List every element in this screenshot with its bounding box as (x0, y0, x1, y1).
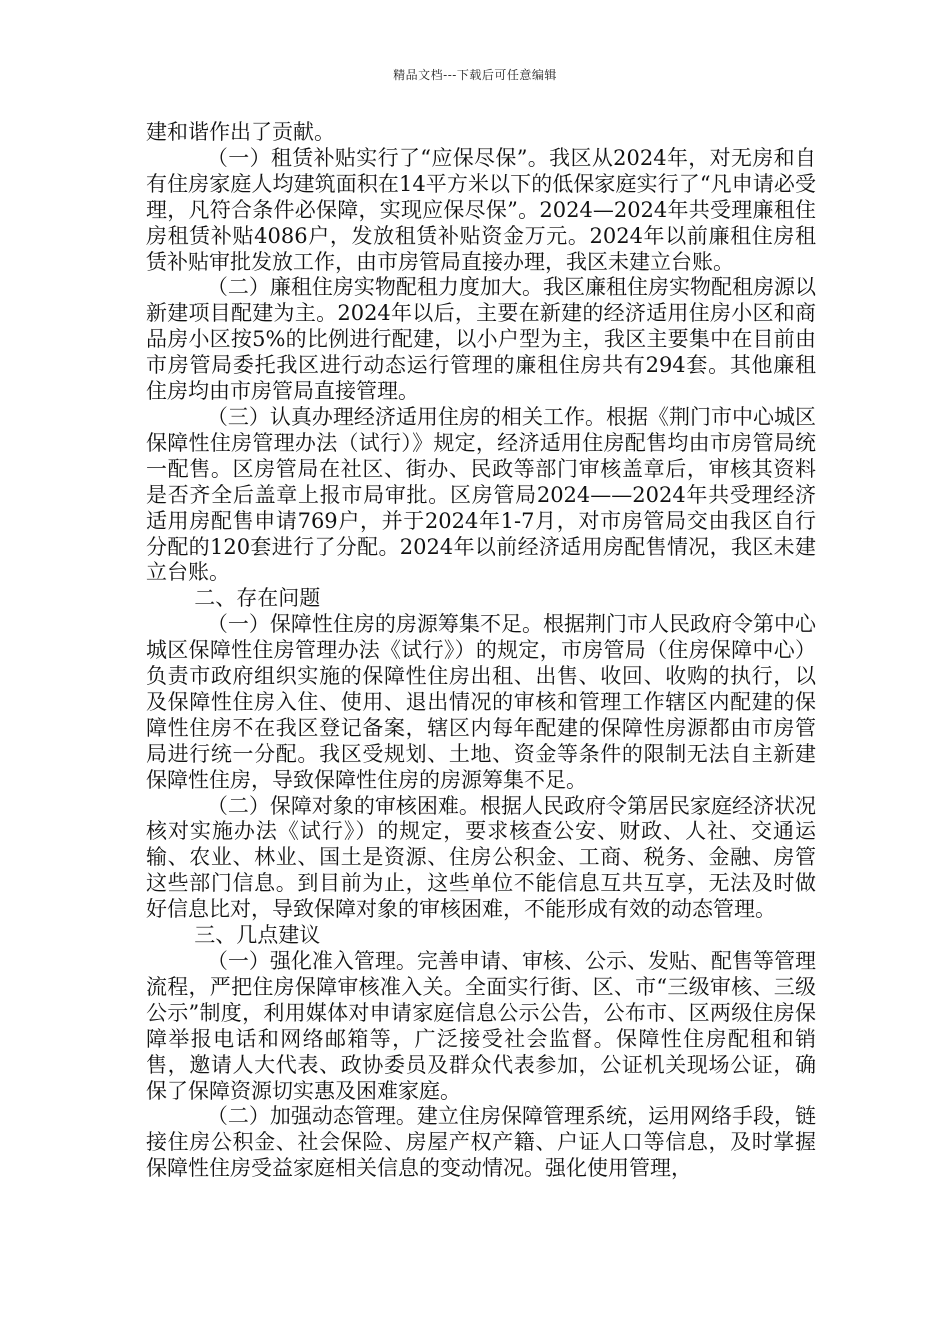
paragraph-dynamic-management: （二）加强动态管理。建立住房保障管理系统，运用网络手段，链接住房公积金、社会保险、房屋产权产籍、户证人口等信息，及时掌握保障性住房受益家庭相关信息的变动情况。强化使用管理， (146, 1104, 816, 1181)
paragraph-physical-rental: （二）廉租住房实物配租力度加大。我区廉租住房实物配租房源以新建项目配建为主。2024年以后，主要在新建的经济适用住房小区和商品房小区按5%的比例进行配建，以小户型为主，我区主要集中在目前由市房管局委托我区进行动态运行管理的廉租住房共有294套。其他廉租住房均由市房管局直接管理。 (146, 275, 816, 404)
document-body (146, 120, 816, 1182)
page-header: 精品文档---下载后可任意编辑 (393, 68, 557, 82)
paragraph-continuation: 建和谐作出了贡献。 (146, 120, 335, 144)
section-heading-problems: 二、存在问题 (194, 586, 321, 611)
section-heading-suggestions: 三、几点建议 (194, 923, 321, 948)
paragraph-affordable-housing: （三）认真办理经济适用住房的相关工作。根据《荆门市中心城区保障性住房管理办法（试行）》规定，经济适用住房配售均由市房管局统一配售。区房管局在社区、街办、民政等部门审核盖章后，审核其资料是否齐全后盖章上报市局审批。区房管局2024——2024年共受理经济适用房配售申请769户，并于2024年1-7月，对市房管局交由我区自行分配的120套进行了分配。2024年以前经济适用房配售情况，我区未建立台账。 (146, 404, 816, 585)
paragraph-rent-subsidy: （一）租赁补贴实行了“应保尽保”。我区从2024年，对无房和自有住房家庭人均建筑面积在14平方米以下的低保家庭实行了“凡申请必受理，凡符合条件必保障，实现应保尽保”。2024—2024年共受理廉租住房租赁补贴4086户，发放租赁补贴资金万元。2024年以前廉租住房租赁补贴审批发放工作，由市房管局直接办理，我区未建立台账。 (146, 145, 816, 274)
paragraph-housing-supply: （一）保障性住房的房源筹集不足。根据荆门市人民政府令第中心城区保障性住房管理办法《试行》）的规定，市房管局（住房保障中心）负责市政府组织实施的保障性住房出租、出售、收回、收购的执行，以及保障性住房入住、使用、退出情况的审核和管理工作辖区内配建的保障性住房不在我区登记备案，辖区内每年配建的保障性房源都由市房管局进行统一分配。我区受规划、土地、资金等条件的限制无法自主新建保障性住房，导致保障性住房的房源筹集不足。 (146, 612, 816, 792)
paragraph-access-management: （一）强化准入管理。完善申请、审核、公示、发贴、配售等管理流程，严把住房保障审核准入关。全面实行街、区、市“三级审核、三级公示”制度，利用媒体对申请家庭信息公示公告，公布市、区两级住房保障举报电话和网络邮箱等，广泛接受社会监督。保障性住房配租和销售，邀请人大代表、政协委员及群众代表参加，公证机关现场公证，确保了保障资源切实惠及困难家庭。 (146, 949, 816, 1103)
paragraph-eligibility-review: （二）保障对象的审核困难。根据人民政府令第居民家庭经济状况核对实施办法《试行》）的规定，要求核查公安、财政、人社、交通运输、农业、林业、国土是资源、住房公积金、工商、税务、金融、房管这些部门信息。到目前为止，这些单位不能信息互共互享，无法及时做好信息比对，导致保障对象的审核困难，不能形成有效的动态管理。 (146, 793, 816, 922)
